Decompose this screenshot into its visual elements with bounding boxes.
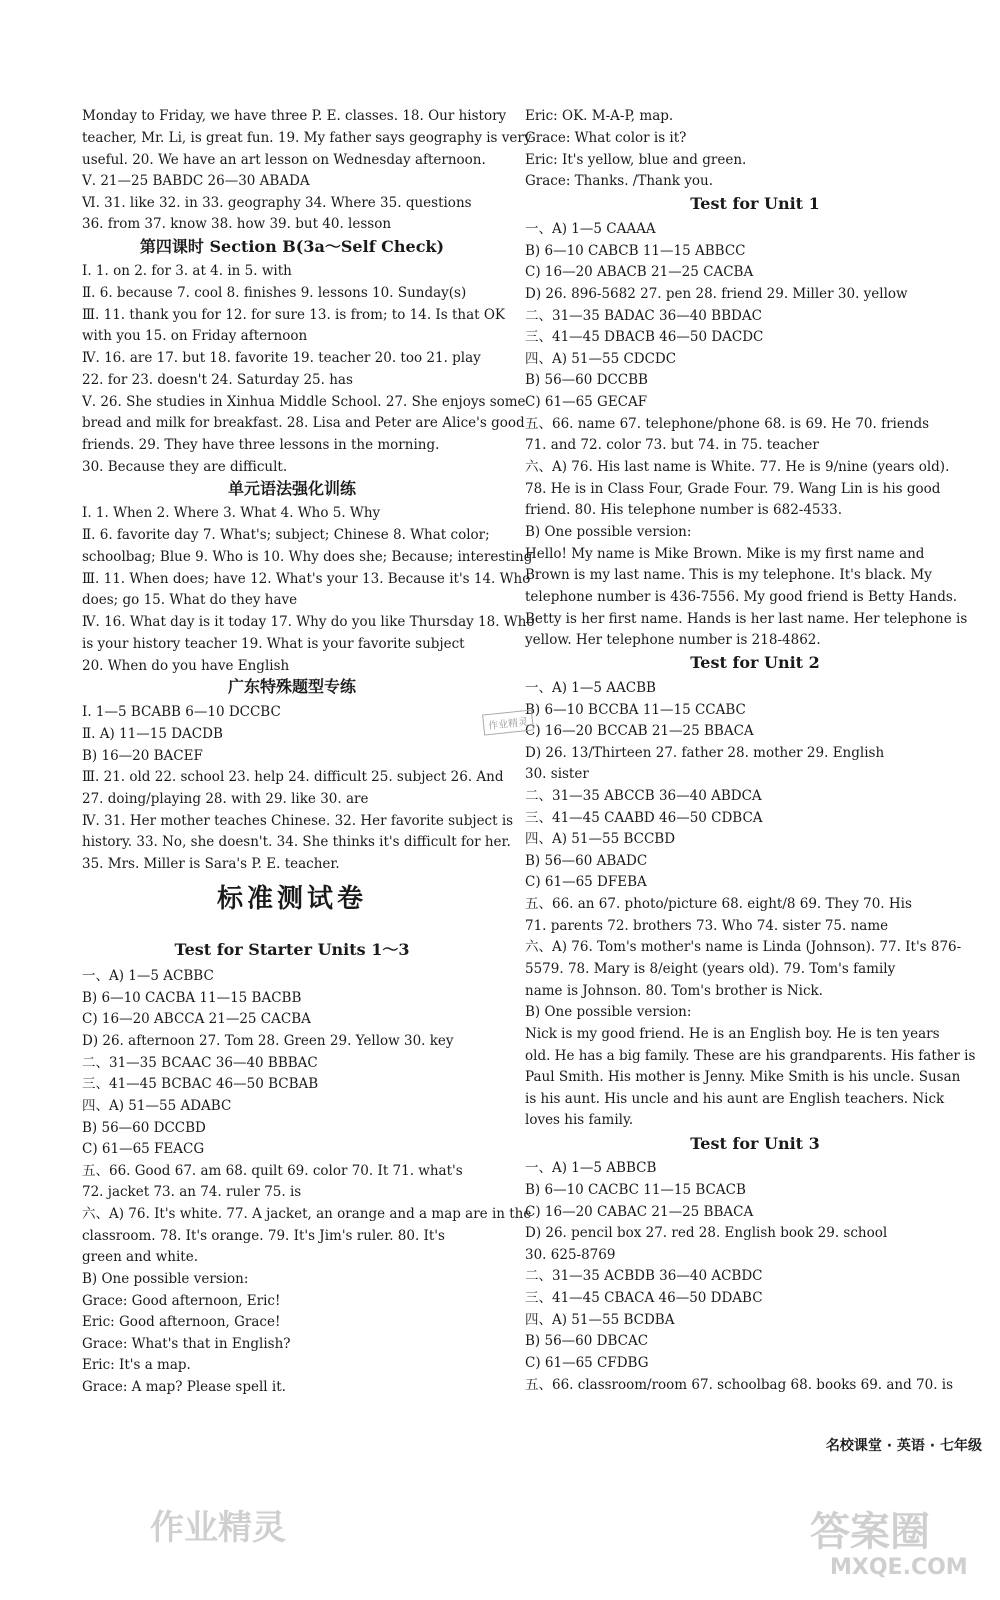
answer-line: 五、66. an 67. photo/picture 68. eight/8 69. They 70. His xyxy=(525,896,912,912)
answer-line: Betty is her first name. Hands is her last name. Her telephone is xyxy=(525,611,968,627)
watermark-left: 作业精灵 xyxy=(150,1508,286,1548)
answer-line: old. He has a big family. These are his grandparents. His father is xyxy=(525,1048,976,1064)
answer-line: 二、31—35 ACBDB 36—40 ACBDC xyxy=(525,1268,763,1284)
section-heading: 广东特殊题型专练 xyxy=(227,677,356,696)
answer-line: 五、66. name 67. telephone/phone 68. is 69. He 70. friends xyxy=(525,416,930,432)
answer-line: is your history teacher 19. What is your favorite subject xyxy=(82,636,465,652)
answer-line: 六、A) 76. His last name is White. 77. He is 9/nine (years old). xyxy=(525,459,950,475)
answer-line: history. 33. No, she doesn't. 34. She thinks it's difficult for her. xyxy=(82,834,511,850)
answer-line: D) 26. 896-5682 27. pen 28. friend 29. Miller 30. yellow xyxy=(525,286,908,302)
answer-line: 四、A) 51—55 ADABC xyxy=(82,1098,232,1114)
answer-line: Monday to Friday, we have three P. E. classes. 18. Our history xyxy=(82,108,507,124)
answer-line: C) 16—20 BCCAB 21—25 BBACA xyxy=(525,723,754,739)
answer-line: 30. 625-8769 xyxy=(525,1247,616,1263)
answer-line: teacher, Mr. Li, is great fun. 19. My father says geography is very xyxy=(82,130,532,146)
answer-line: Ⅰ. 1—5 BCABB 6—10 DCCBC xyxy=(82,704,281,720)
answer-line: Ⅲ. 21. old 22. school 23. help 24. difficult 25. subject 26. And xyxy=(82,769,504,785)
answer-line: 78. He is in Class Four, Grade Four. 79. Wang Lin is his good xyxy=(525,481,941,497)
answer-line: B) 56—60 DCCBD xyxy=(82,1120,206,1136)
answer-line: 四、A) 51—55 CDCDC xyxy=(525,351,677,367)
answer-line: name is Johnson. 80. Tom's brother is Nick. xyxy=(525,983,823,999)
answer-line: 六、A) 76. Tom's mother's name is Linda (Johnson). 77. It's 876- xyxy=(525,939,962,955)
answer-line: B) 6—10 BCCBA 11—15 CCABC xyxy=(525,702,746,718)
answer-line: Hello! My name is Mike Brown. Mike is my first name and xyxy=(525,546,925,562)
answer-line: 22. for 23. doesn't 24. Saturday 25. has xyxy=(82,372,353,388)
answer-line: Ⅰ. 1. When 2. Where 3. What 4. Who 5. Why xyxy=(82,505,381,521)
answer-line: 27. doing/playing 28. with 29. like 30. are xyxy=(82,791,369,807)
answer-line: 一、A) 1—5 CAAAA xyxy=(525,221,656,237)
answer-line: 二、31—35 ABCCB 36—40 ABDCA xyxy=(525,788,762,804)
answer-line: B) 56—60 ABADC xyxy=(525,853,648,869)
answer-line: 三、41—45 CBACA 46—50 DDABC xyxy=(525,1290,763,1306)
answer-line: 四、A) 51—55 BCDBA xyxy=(525,1312,675,1328)
answer-line: telephone number is 436-7556. My good friend is Betty Hands. xyxy=(525,589,958,605)
answer-line: D) 26. pencil box 27. red 28. English book 29. school xyxy=(525,1225,888,1241)
answer-line: C) 61—65 DFEBA xyxy=(525,874,647,890)
answer-line: 三、41—45 CAABD 46—50 CDBCA xyxy=(525,810,763,826)
answer-line: 72. jacket 73. an 74. ruler 75. is xyxy=(82,1184,302,1200)
answer-line: 20. When do you have English xyxy=(82,658,290,674)
answer-line: B) 6—10 CACBA 11—15 BACBB xyxy=(82,990,302,1006)
answer-line: Ⅲ. 11. thank you for 12. for sure 13. is from; to 14. Is that OK xyxy=(82,307,506,323)
answer-line: 五、66. Good 67. am 68. quilt 69. color 70. It 71. what's xyxy=(82,1163,463,1179)
answer-line: Ⅳ. 16. are 17. but 18. favorite 19. teacher 20. too 21. play xyxy=(82,350,481,366)
answer-line: Eric: Good afternoon, Grace! xyxy=(82,1314,281,1330)
answer-line: Ⅳ. 31. Her mother teaches Chinese. 32. Her favorite subject is xyxy=(82,813,514,829)
answer-line: B) 56—60 DCCBB xyxy=(525,372,648,388)
answer-line: 30. Because they are difficult. xyxy=(82,459,288,475)
answer-line: Grace: A map? Please spell it. xyxy=(82,1379,286,1395)
answer-line: schoolbag; Blue 9. Who is 10. Why does she; Because; interesting xyxy=(82,549,533,565)
answer-line: 三、41—45 DBACB 46—50 DACDC xyxy=(525,329,764,345)
answer-line: Eric: It's yellow, blue and green. xyxy=(525,152,747,168)
answer-line: B) 16—20 BACEF xyxy=(82,748,203,764)
answer-line: loves his family. xyxy=(525,1112,634,1128)
answer-line: C) 61—65 FEACG xyxy=(82,1141,205,1157)
answer-line: 36. from 37. know 38. how 39. but 40. lesson xyxy=(82,216,392,232)
answer-line: 35. Mrs. Miller is Sara's P. E. teacher. xyxy=(82,856,340,872)
answer-line: B) 6—10 CABCB 11—15 ABBCC xyxy=(525,243,746,259)
answer-line: Ⅱ. A) 11—15 DACDB xyxy=(82,726,223,742)
answer-line: Eric: It's a map. xyxy=(82,1357,191,1373)
answer-line: 二、31—35 BCAAC 36—40 BBBAC xyxy=(82,1055,318,1071)
answer-line: C) 16—20 CABAC 21—25 BBACA xyxy=(525,1204,754,1220)
answer-line: Ⅲ. 11. When does; have 12. What's your 13. Because it's 14. Who xyxy=(82,571,531,587)
answer-line: with you 15. on Friday afternoon xyxy=(82,328,308,344)
answer-line: 二、31—35 BADAC 36—40 BBDAC xyxy=(525,308,762,324)
answer-line: 一、A) 1—5 AACBB xyxy=(525,680,656,696)
answer-line: Ⅴ. 26. She studies in Xinhua Middle School. 27. She enjoys some xyxy=(82,394,526,410)
answer-line: bread and milk for breakfast. 28. Lisa and Peter are Alice's good xyxy=(82,415,525,431)
answer-line: 71. and 72. color 73. but 74. in 75. teacher xyxy=(525,437,819,453)
answer-line: B) 6—10 CACBC 11—15 BCACB xyxy=(525,1182,746,1198)
answer-line: Ⅱ. 6. favorite day 7. What's; subject; Chinese 8. What color; xyxy=(82,527,490,543)
answer-line: Eric: OK. M-A-P, map. xyxy=(525,108,674,124)
section-heading: 标准测试卷 xyxy=(216,884,367,914)
answer-line: B) One possible version: xyxy=(82,1271,249,1287)
answer-line: 一、A) 1—5 ABBCB xyxy=(525,1160,657,1176)
answer-line: 71. parents 72. brothers 73. Who 74. sister 75. name xyxy=(525,918,889,934)
answer-line: Grace: Good afternoon, Eric! xyxy=(82,1293,281,1309)
answer-line: useful. 20. We have an art lesson on Wednesday afternoon. xyxy=(82,152,486,168)
answer-line: Ⅱ. 6. because 7. cool 8. finishes 9. lessons 10. Sunday(s) xyxy=(82,285,467,301)
answer-line: Ⅳ. 16. What day is it today 17. Why do you like Thursday 18. Who xyxy=(82,614,535,630)
answer-line: 五、66. classroom/room 67. schoolbag 68. books 69. and 70. is xyxy=(525,1377,954,1393)
answer-line: classroom. 78. It's orange. 79. It's Jim's ruler. 80. It's xyxy=(82,1228,445,1244)
answer-line: Grace: What's that in English? xyxy=(82,1336,291,1352)
answer-line: 30. sister xyxy=(525,766,589,782)
answer-line: B) One possible version: xyxy=(525,524,692,540)
footer-label: 名校课堂 · 英语 · 七年级 xyxy=(825,1438,982,1454)
answer-line: D) 26. 13/Thirteen 27. father 28. mother 29. English xyxy=(525,745,885,761)
answer-line: 5579. 78. Mary is 8/eight (years old). 79. Tom's family xyxy=(525,961,896,977)
answer-line: C) 61—65 GECAF xyxy=(525,394,648,410)
watermark-url: MXQE.COM xyxy=(830,1555,968,1580)
answer-line: 一、A) 1—5 ACBBC xyxy=(82,968,214,984)
answer-line: Ⅵ. 31. like 32. in 33. geography 34. Where 35. questions xyxy=(82,195,472,211)
answer-line: D) 26. afternoon 27. Tom 28. Green 29. Yellow 30. key xyxy=(82,1033,454,1049)
section-heading: Test for Unit 3 xyxy=(690,1134,820,1153)
watermark-right: 答案圈 xyxy=(810,1509,930,1555)
section-heading: 第四课时 Section B(3a～Self Check) xyxy=(139,237,445,256)
answer-line: B) One possible version: xyxy=(525,1004,692,1020)
answer-line: 三、41—45 BCBAC 46—50 BCBAB xyxy=(82,1076,319,1092)
answer-line: Ⅰ. 1. on 2. for 3. at 4. in 5. with xyxy=(82,263,292,279)
section-heading: Test for Unit 1 xyxy=(690,194,820,213)
section-heading: Test for Starter Units 1～3 xyxy=(174,940,410,959)
answer-line: Nick is my good friend. He is an English boy. He is ten years xyxy=(525,1026,940,1042)
answer-line: 四、A) 51—55 BCCBD xyxy=(525,831,676,847)
answer-line: Ⅴ. 21—25 BABDC 26—30 ABADA xyxy=(82,173,310,189)
answer-line: does; go 15. What do they have xyxy=(82,592,298,608)
answer-line: C) 16—20 ABACB 21—25 CACBA xyxy=(525,264,754,280)
stamp-mark: 作业精灵 xyxy=(482,709,534,735)
section-heading: 单元语法强化训练 xyxy=(227,479,356,498)
answer-line: is his aunt. His uncle and his aunt are English teachers. Nick xyxy=(525,1091,945,1107)
answer-line: yellow. Her telephone number is 218-4862. xyxy=(525,632,821,648)
answer-line: Grace: Thanks. /Thank you. xyxy=(525,173,714,189)
answer-line: Paul Smith. His mother is Jenny. Mike Smith is his uncle. Susan xyxy=(525,1069,961,1085)
answer-line: friend. 80. His telephone number is 682-4533. xyxy=(525,502,842,518)
answer-line: friends. 29. They have three lessons in the morning. xyxy=(82,437,440,453)
answer-line: C) 16—20 ABCCA 21—25 CACBA xyxy=(82,1011,311,1027)
answer-line: Brown is my last name. This is my telephone. It's black. My xyxy=(525,567,932,583)
answer-line: 六、A) 76. It's white. 77. A jacket, an orange and a map are in the xyxy=(82,1206,532,1222)
answer-line: C) 61—65 CFDBG xyxy=(525,1355,649,1371)
answer-line: Grace: What color is it? xyxy=(525,130,687,146)
answer-line: B) 56—60 DBCAC xyxy=(525,1333,649,1349)
answer-line: green and white. xyxy=(82,1249,199,1265)
section-heading: Test for Unit 2 xyxy=(690,653,820,672)
